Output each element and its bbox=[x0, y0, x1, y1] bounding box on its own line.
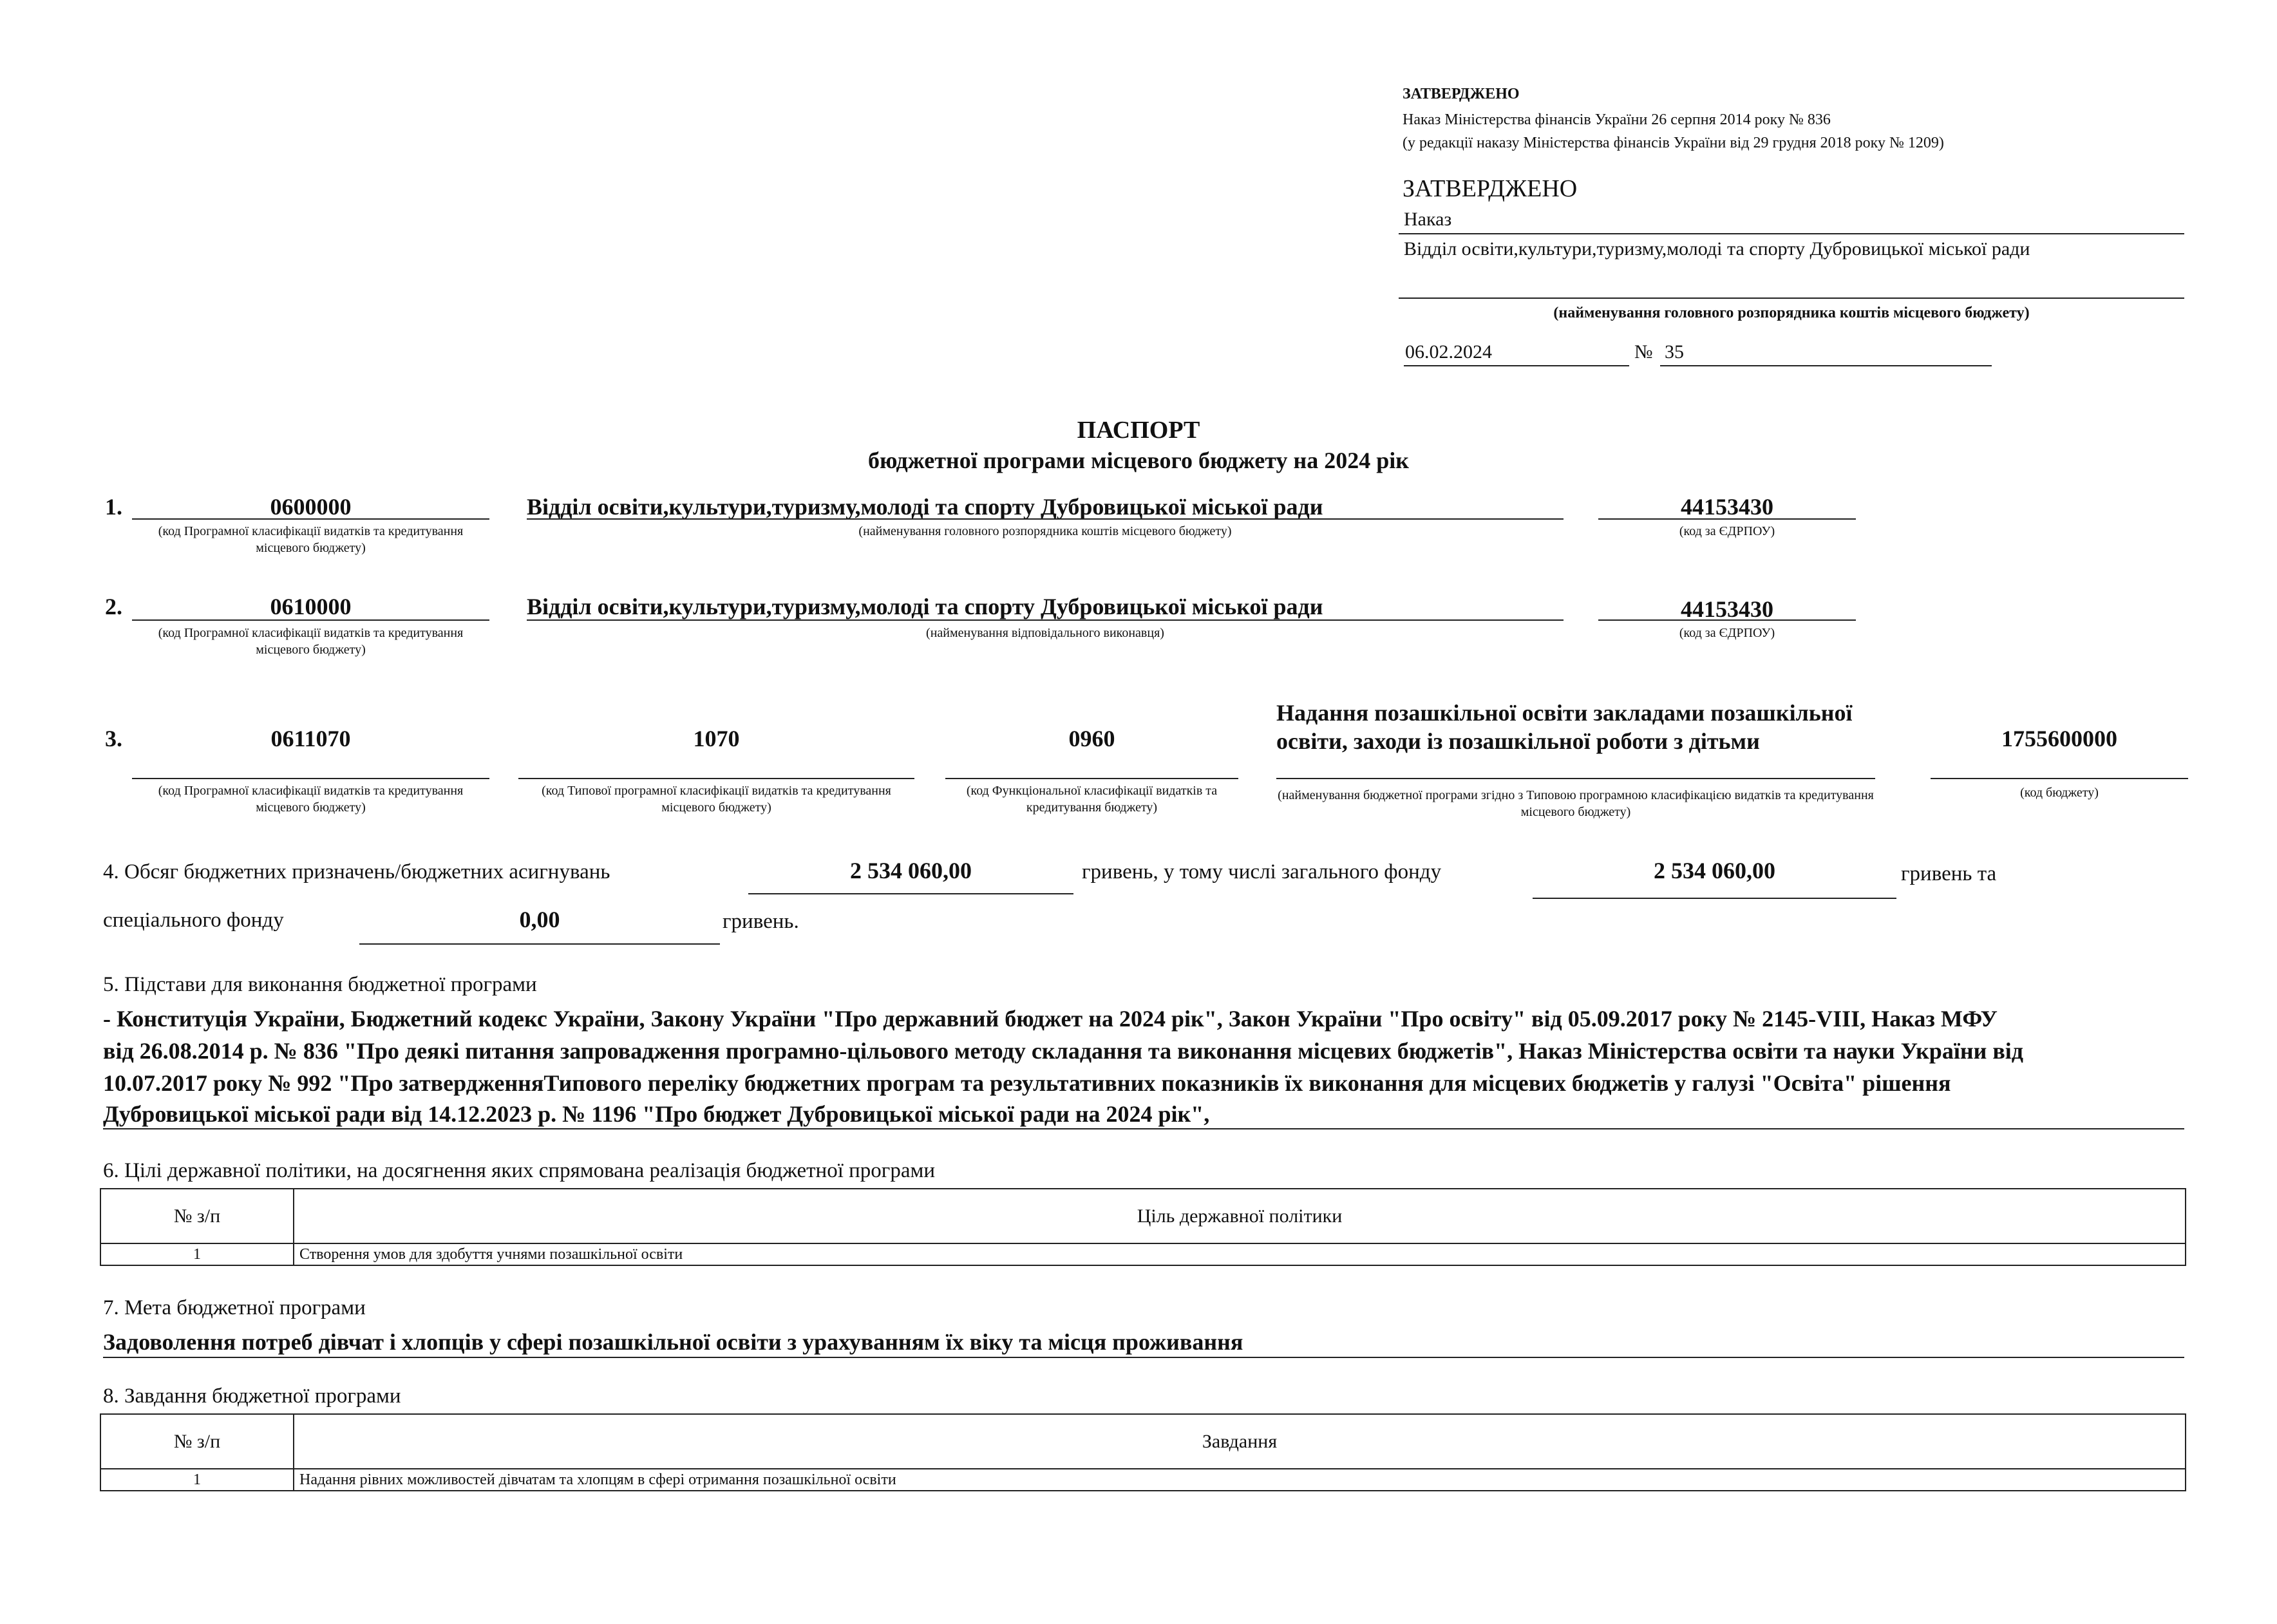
row1-number: 1. bbox=[105, 494, 122, 520]
row3-program-caption: (найменування бюджетної програми згідно з Типовою програмною класифікацією видатків та кредитування місцевого бюджету) bbox=[1278, 788, 1874, 819]
row1-name-line bbox=[527, 518, 1564, 520]
tasks-col-task: Завдання bbox=[294, 1414, 2186, 1469]
section4-text-end: гривень та bbox=[1901, 862, 1997, 885]
tasks-col-num: № з/п bbox=[100, 1414, 294, 1469]
table-row bbox=[100, 1243, 2186, 1265]
row3-typical-line bbox=[518, 778, 914, 779]
row3-func-code: 0960 bbox=[1068, 726, 1115, 751]
approval-date: 06.02.2024 bbox=[1405, 341, 1492, 363]
row1-edrpou-line bbox=[1598, 518, 1856, 520]
row1-edrpou: 44153430 bbox=[1681, 494, 1773, 520]
approval-org-caption: (найменування головного розпорядника коштів місцевого бюджету) bbox=[1553, 305, 2030, 321]
section4-general-line bbox=[1533, 898, 1896, 899]
passport-title: ПАСПОРТ bbox=[1077, 417, 1200, 444]
section4-special-line bbox=[359, 943, 720, 945]
row3-budget-caption: (код бюджету) bbox=[2020, 786, 2099, 800]
row2-code: 0610000 bbox=[270, 594, 352, 619]
section4-special-label: спеціального фонду bbox=[103, 909, 284, 932]
row2-edrpou-line bbox=[1598, 619, 1856, 621]
section4-total: 2 534 060,00 bbox=[850, 858, 972, 883]
row1-code-line bbox=[132, 518, 489, 520]
tasks-table-header bbox=[100, 1414, 2186, 1469]
section5-line bbox=[103, 1128, 2184, 1129]
approval-top-line2: (у редакції наказу Міністерства фінансів України від 29 грудня 2018 року № 1209) bbox=[1403, 135, 1944, 151]
approval-org: Відділ освіти,культури,туризму,молоді та спорту Дубровицької міської ради bbox=[1404, 238, 2030, 260]
section4-special-end: гривень. bbox=[723, 910, 799, 933]
passport-subtitle: бюджетної програми місцевого бюджету на 2024 рік bbox=[868, 448, 1409, 473]
row3-typical-caption: (код Типової програмної класифікації видатків та кредитування місцевого бюджету) bbox=[542, 784, 891, 815]
section5-line2: від 26.08.2014 р. № 836 "Про деякі питання запровадження програмно-цільового методу складання та виконання місцевих бюджетів", Наказ Міністерства освіти та науки України від bbox=[103, 1038, 2023, 1064]
goals-row-num: 1 bbox=[100, 1243, 294, 1265]
table-row bbox=[100, 1469, 2186, 1491]
row3-budget-code: 1755600000 bbox=[2001, 726, 2117, 751]
approval-title: ЗАТВЕРДЖЕНО bbox=[1403, 175, 1578, 202]
row2-edrpou: 44153430 bbox=[1681, 596, 1773, 622]
approval-number-line bbox=[1660, 365, 1992, 366]
section4-general: 2 534 060,00 bbox=[1654, 858, 1775, 883]
row1-edrpou-caption: (код за ЄДРПОУ) bbox=[1679, 524, 1775, 538]
approval-org-line bbox=[1399, 297, 2184, 299]
approval-number: 35 bbox=[1665, 341, 1684, 363]
goals-col-goal: Ціль державної політики bbox=[294, 1189, 2186, 1243]
row3-number: 3. bbox=[105, 726, 122, 751]
goals-table-header bbox=[100, 1189, 2186, 1243]
goals-col-num: № з/п bbox=[100, 1189, 294, 1243]
row2-code-caption: (код Програмної класифікації видатків та кредитування місцевого бюджету) bbox=[158, 626, 464, 657]
row2-edrpou-caption: (код за ЄДРПОУ) bbox=[1679, 626, 1775, 640]
row3-typical-code: 1070 bbox=[693, 726, 740, 751]
row2-number: 2. bbox=[105, 594, 122, 619]
approval-top-title: ЗАТВЕРДЖЕНО bbox=[1403, 86, 1520, 102]
goals-row-text: Створення умов для здобуття учнями позашкільної освіти bbox=[294, 1243, 2186, 1265]
approval-number-label: № bbox=[1634, 341, 1653, 363]
row3-code-caption: (код Програмної класифікації видатків та кредитування місцевого бюджету) bbox=[158, 784, 464, 815]
row3-code: 0611070 bbox=[270, 726, 351, 751]
section4-label: 4. Обсяг бюджетних призначень/бюджетних асигнувань bbox=[103, 860, 610, 883]
section5-line3: 10.07.2017 року № 992 "Про затвердженняТипового переліку бюджетних програм та результативних показників їх виконання для місцевих бюджетів у галузі "Освіта" рішення bbox=[103, 1070, 1951, 1096]
section4-text-mid: гривень, у тому числі загального фонду bbox=[1082, 860, 1442, 883]
row2-name-caption: (найменування відповідального виконавця) bbox=[926, 626, 1164, 640]
row2-name-line bbox=[527, 619, 1564, 621]
row3-func-line bbox=[945, 778, 1238, 779]
section7-heading: 7. Мета бюджетної програми bbox=[103, 1296, 366, 1319]
row3-program-line bbox=[1276, 778, 1875, 779]
row3-func-caption: (код Функціональної класифікації видатків та кредитування бюджету) bbox=[966, 784, 1218, 815]
goals-table bbox=[100, 1188, 2186, 1266]
row3-code-line bbox=[132, 778, 489, 779]
tasks-row-text: Надання рівних можливостей дівчатам та хлопцям в сфері отримання позашкільної освіти bbox=[294, 1469, 2186, 1491]
row2-code-line bbox=[132, 619, 489, 621]
row2-name: Відділ освіти,культури,туризму,молоді та спорту Дубровицької міської ради bbox=[527, 594, 1323, 619]
tasks-table bbox=[100, 1413, 2186, 1491]
section5-heading: 5. Підстави для виконання бюджетної програми bbox=[103, 973, 537, 996]
section5-line4: Дубровицької міської ради від 14.12.2023 р. № 1196 "Про бюджет Дубровицької міської ради на 2024 рік", bbox=[103, 1101, 1210, 1127]
section5-line1: - Конституція України, Бюджетний кодекс України, Закону України "Про державний бюджет на 2024 рік", Закон України "Про освіту" від 05.09.2017 року № 2145-VIII, Наказ МФУ bbox=[103, 1006, 1998, 1032]
section6-heading: 6. Цілі державної політики, на досягнення яких спрямована реалізація бюджетної програми bbox=[103, 1159, 936, 1182]
tasks-row-num: 1 bbox=[100, 1469, 294, 1491]
row1-code: 0600000 bbox=[270, 494, 352, 520]
row1-name-caption: (найменування головного розпорядника коштів місцевого бюджету) bbox=[858, 524, 1232, 538]
approval-order-line bbox=[1399, 233, 2184, 234]
section7-line bbox=[103, 1357, 2184, 1358]
approval-order-label: Наказ bbox=[1404, 209, 1452, 230]
section8-heading: 8. Завдання бюджетної програми bbox=[103, 1384, 401, 1408]
section4-total-line bbox=[748, 893, 1073, 894]
approval-top-line1: Наказ Міністерства фінансів України 26 серпня 2014 року № 836 bbox=[1403, 111, 1831, 128]
row3-budget-line bbox=[1931, 778, 2188, 779]
section4-special: 0,00 bbox=[519, 907, 560, 932]
row1-code-caption: (код Програмної класифікації видатків та кредитування місцевого бюджету) bbox=[158, 524, 464, 555]
row3-program-name: Надання позашкільної освіти закладами позашкільної освіти, заходи із позашкільної роботи з дітьми bbox=[1276, 700, 1853, 754]
section7-text: Задоволення потреб дівчат і хлопців у сфері позашкільної освіти з урахуванням їх віку та місця проживання bbox=[103, 1329, 1243, 1355]
approval-date-line bbox=[1404, 365, 1629, 366]
row1-name: Відділ освіти,культури,туризму,молоді та спорту Дубровицької міської ради bbox=[527, 494, 1323, 520]
